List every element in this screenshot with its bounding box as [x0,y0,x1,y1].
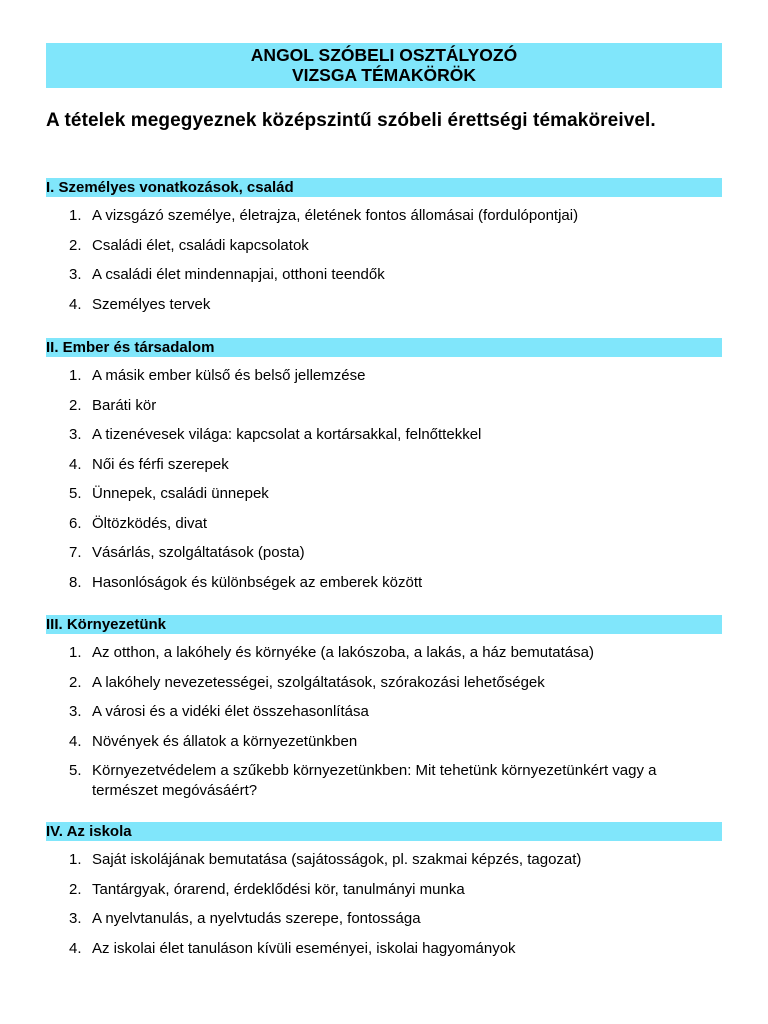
document-title-line-1: ANGOL SZÓBELI OSZTÁLYOZÓ [250,45,518,65]
list-item-text: Vásárlás, szolgáltatások (posta) [92,544,305,561]
list-item-text: A családi élet mindennapjai, otthoni teendők [92,266,385,283]
topic-list [46,643,722,801]
list-item-text: Családi élet, családi kapcsolatok [92,236,309,254]
list-item-text: Tantárgyak, órarend, érdeklődési kör, tanulmányi munka [92,880,465,898]
list-item-number: 2. [69,396,82,414]
topic-list [46,850,722,959]
list-item-text: Saját iskolájának bemutatása (sajátosságok, pl. szakmai képzés, tagozat) [92,851,582,868]
list-item [46,236,722,256]
list-item-text: A másik ember külső és belső jellemzése [92,367,366,384]
list-item-number: 4. [69,732,82,750]
list-item [46,880,722,900]
list-item [46,850,722,870]
list-item-number: 4. [69,455,82,473]
list-item-text: Növények és állatok a környezetünkben [92,732,358,750]
list-item [46,396,722,416]
list-item [46,702,722,722]
list-item [46,543,722,563]
list-item-number: 3. [69,703,82,720]
section-3 [46,615,722,801]
list-item-number: 5. [69,485,82,502]
list-item-number: 4. [69,295,82,313]
document-title-box [46,43,722,88]
list-item [46,761,722,801]
list-item-number: 7. [69,544,82,561]
list-item-number: 2. [69,673,82,691]
list-item [46,425,722,445]
list-item [46,939,722,959]
list-item-number: 2. [69,236,82,254]
list-item-text: Ünnepek, családi ünnepek [92,485,269,502]
section-heading: III. Környezetünk [46,615,722,634]
list-item-text: A nyelvtanulás, a nyelvtudás szerepe, fontossága [92,910,421,927]
list-item [46,732,722,752]
list-item [46,455,722,475]
list-item [46,366,722,386]
list-item-text: Személyes tervek [92,295,211,313]
list-item-number: 6. [69,514,82,532]
document-subtitle: A tételek megegyeznek középszintű szóbeli érettségi témaköreivel. [46,110,656,131]
list-item-number: 1. [69,851,82,868]
list-item-text: Öltözködés, divat [92,514,208,532]
topic-list [46,366,722,593]
section-heading: II. Ember és társadalom [46,338,722,357]
list-item [46,909,722,929]
list-item [46,206,722,226]
topic-list [46,206,722,315]
list-item-text: Az otthon, a lakóhely és környéke (a lakószoba, a lakás, a ház bemutatása) [92,644,594,661]
list-item-number: 3. [69,910,82,927]
section-2 [46,338,722,593]
list-item [46,643,722,663]
list-item-number: 1. [69,207,82,224]
section-heading: IV. Az iskola [46,822,722,841]
section-4 [46,822,722,959]
list-item-text: Az iskolai élet tanuláson kívüli eseményei, iskolai hagyományok [92,939,516,957]
list-item-number: 1. [69,644,82,661]
list-item-number: 2. [69,880,82,898]
list-item [46,295,722,315]
list-item [46,514,722,534]
list-item-number: 5. [69,762,82,779]
section-heading: I. Személyes vonatkozások, család [46,178,722,197]
list-item-text: Hasonlóságok és különbségek az emberek között [92,573,423,591]
list-item [46,265,722,285]
list-item-text: A városi és a vidéki élet összehasonlítása [92,703,369,720]
list-item [46,573,722,593]
list-item-text: A lakóhely nevezetességei, szolgáltatások, szórakozási lehetőségek [92,673,545,691]
list-item-text: Környezetvédelem a szűkebb környezetünkben: Mit tehetünk környezetünkért vagy a természet megóvásáért? [92,762,657,799]
list-item-text: Baráti kör [92,396,157,414]
list-item-number: 4. [69,939,82,957]
list-item-number: 1. [69,367,82,384]
list-item-text: Női és férfi szerepek [92,455,229,473]
list-item-number: 3. [69,266,82,283]
list-item [46,484,722,504]
list-item [46,673,722,693]
list-item-number: 3. [69,426,82,443]
list-item-text: A vizsgázó személye, életrajza, életének fontos állomásai (fordulópontjai) [92,207,579,224]
section-1 [46,178,722,315]
list-item-number: 8. [69,573,82,591]
document-page [46,43,722,957]
document-title-line-2: VIZSGA TÉMAKÖRÖK [291,65,477,85]
list-item-text: A tizenévesek világa: kapcsolat a kortársakkal, felnőttekkel [92,426,482,443]
